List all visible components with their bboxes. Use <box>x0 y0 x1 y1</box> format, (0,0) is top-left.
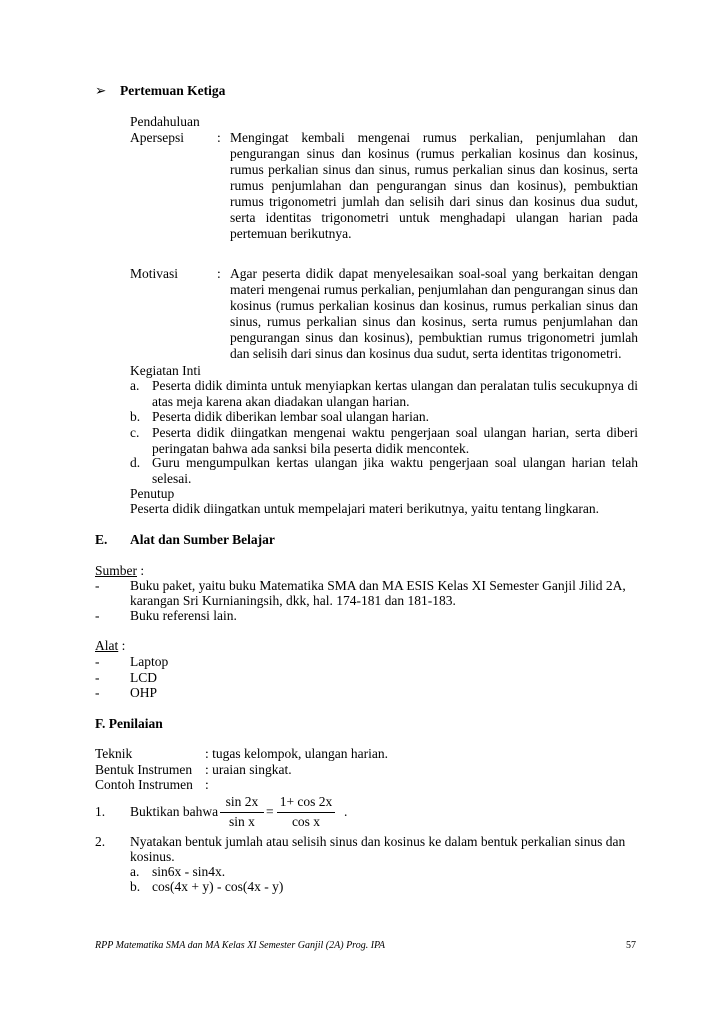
question-number: 1. <box>95 804 106 819</box>
list-item <box>152 378 638 410</box>
list-dash: - <box>95 654 100 669</box>
text-line: serta identitas trigonometri untuk menghadapi ulangan harian pada <box>230 210 638 225</box>
motivasi-colon: : <box>217 266 221 281</box>
sub-question: sin6x - sin4x. <box>152 864 226 879</box>
pendahuluan-heading: Pendahuluan <box>130 114 200 129</box>
list-marker: b. <box>130 879 141 894</box>
list-item: OHP <box>130 685 158 700</box>
sumber-heading <box>95 563 144 579</box>
apersepsi-colon: : <box>217 130 221 145</box>
fraction-denominator: sin x <box>229 814 255 829</box>
text-line: rumus trigonometri jumlah dan selisih dari sinus dan kosinus dua sudut, <box>230 194 638 209</box>
list-marker: b. <box>130 409 141 424</box>
question-text: kosinus. <box>130 849 175 864</box>
sub-question: cos(4x + y) - cos(4x - y) <box>152 879 284 894</box>
motivasi-text <box>230 266 638 362</box>
footer-text: RPP Matematika SMA dan MA Kelas XI Semester Ganjil (2A) Prog. IPA <box>95 940 385 951</box>
penilaian-value: : <box>205 777 209 792</box>
sumber-label: Sumber <box>95 563 137 578</box>
question-text: Buktikan bahwa <box>130 804 219 819</box>
meeting-title: Pertemuan Ketiga <box>120 83 226 98</box>
motivasi-label: Motivasi <box>130 266 179 281</box>
text-line: Peserta didik diminta untuk menyiapkan kertas ulangan dan peralatan tulis secukupnya di <box>152 378 638 393</box>
fraction-numerator: 1+ cos 2x <box>279 794 333 809</box>
list-marker: a. <box>130 378 140 393</box>
fraction-denominator: cos x <box>291 814 321 829</box>
text-line: pengurangan sinus dan kosinus), pembuktian rumus trigonometri jumlah <box>230 330 638 345</box>
alat-colon: : <box>118 638 126 653</box>
text-line: atas meja karena akan diadakan ulangan harian. <box>152 394 410 409</box>
text-line: pertemuan berikutnya. <box>230 226 352 241</box>
text-line: materi mengenai rumus perkalian, penjumlahan dan pengurangan sinus dan <box>230 282 638 297</box>
penilaian-value: : uraian singkat. <box>205 762 292 777</box>
text-line: rumus penjumlahan dan pengurangan sinus dan kosinus), pembuktian <box>230 178 638 193</box>
text-line: Buku paket, yaitu buku Matematika SMA dan MA ESIS Kelas XI Semester Ganjil Jilid 2A, <box>130 578 626 593</box>
apersepsi-label: Apersepsi <box>130 130 184 145</box>
section-f-title: F. Penilaian <box>95 716 163 731</box>
fraction-bar <box>220 812 264 813</box>
list-dash: - <box>95 578 100 593</box>
section-e-letter: E. <box>95 532 108 547</box>
penutup-text: Peserta didik diingatkan untuk mempelajari materi berikutnya, yaitu tentang lingkaran. <box>130 501 599 516</box>
question-text: Nyatakan bentuk jumlah atau selisih sinus dan kosinus ke dalam bentuk perkalian sinus dan <box>130 834 626 849</box>
list-marker: a. <box>130 864 140 879</box>
text-line: rumus perkalian sinus dan sinus, rumus perkalian sinus dan kosinus, serta <box>230 162 638 177</box>
alat-heading <box>95 638 125 654</box>
sumber-colon: : <box>137 563 145 578</box>
list-item <box>152 409 638 425</box>
list-marker: d. <box>130 455 141 470</box>
list-dash: - <box>95 670 100 685</box>
text-line: Buku referensi lain. <box>130 608 237 623</box>
text-line: Agar peserta didik dapat menyelesaikan soal-soal yang berkaitan dengan <box>230 266 638 281</box>
section-e-title: Alat dan Sumber Belajar <box>130 532 275 547</box>
text-line: Peserta didik diberikan lembar soal ulangan harian. <box>152 409 430 424</box>
alat-label: Alat <box>95 638 119 653</box>
text-line: Peserta didik diingatkan mengenai waktu pengerjaan soal ulangan harian, serta diberi <box>152 425 638 440</box>
text-line: Guru mengumpulkan kertas ulangan jika waktu pengerjaan soal ulangan harian telah <box>152 455 638 470</box>
text-line: dan selisih dari sinus dan kosinus dua sudut, serta identitas trigonometri. <box>230 346 622 361</box>
page-number: 57 <box>626 940 636 951</box>
penilaian-label: Teknik <box>95 746 133 761</box>
list-dash: - <box>95 608 100 623</box>
list-item: Laptop <box>130 654 169 669</box>
fraction-bar <box>277 812 335 813</box>
text-line: karangan Sri Kurnianingsih, dkk, hal. 174-181 dan 181-183. <box>130 593 456 608</box>
equals-sign: = <box>266 804 274 819</box>
bullet-arrow-icon: ➢ <box>95 83 107 98</box>
penutup-heading: Penutup <box>130 486 175 501</box>
apersepsi-text <box>230 130 638 242</box>
list-item: LCD <box>130 670 157 685</box>
kegiatan-inti-heading: Kegiatan Inti <box>130 363 201 378</box>
list-marker: c. <box>130 425 140 440</box>
text-line: pengurangan sinus dan kosinus (rumus perkalian kosinus dan kosinus, <box>230 146 638 161</box>
penilaian-label: Bentuk Instrumen <box>95 762 193 777</box>
list-item <box>152 425 638 457</box>
fraction-numerator: sin 2x <box>225 794 259 809</box>
penilaian-value: : tugas kelompok, ulangan harian. <box>205 746 388 761</box>
text-line: selesai. <box>152 471 192 486</box>
question-end-period: . <box>344 804 348 819</box>
question-number: 2. <box>95 834 106 849</box>
list-item <box>152 455 638 487</box>
text-line: sinus, rumus perkalian sinus dan kosinus, serta rumus penjumlahan dan <box>230 314 638 329</box>
text-line: peringatan bahwa ada sanksi bila peserta didik mencontek. <box>152 441 470 456</box>
list-dash: - <box>95 685 100 700</box>
penilaian-label: Contoh Instrumen <box>95 777 193 792</box>
text-line: Mengingat kembali mengenai rumus perkalian, penjumlahan dan <box>230 130 638 145</box>
text-line: kosinus (rumus perkalian kosinus dan kosinus, rumus perkalian sinus dan <box>230 298 638 313</box>
